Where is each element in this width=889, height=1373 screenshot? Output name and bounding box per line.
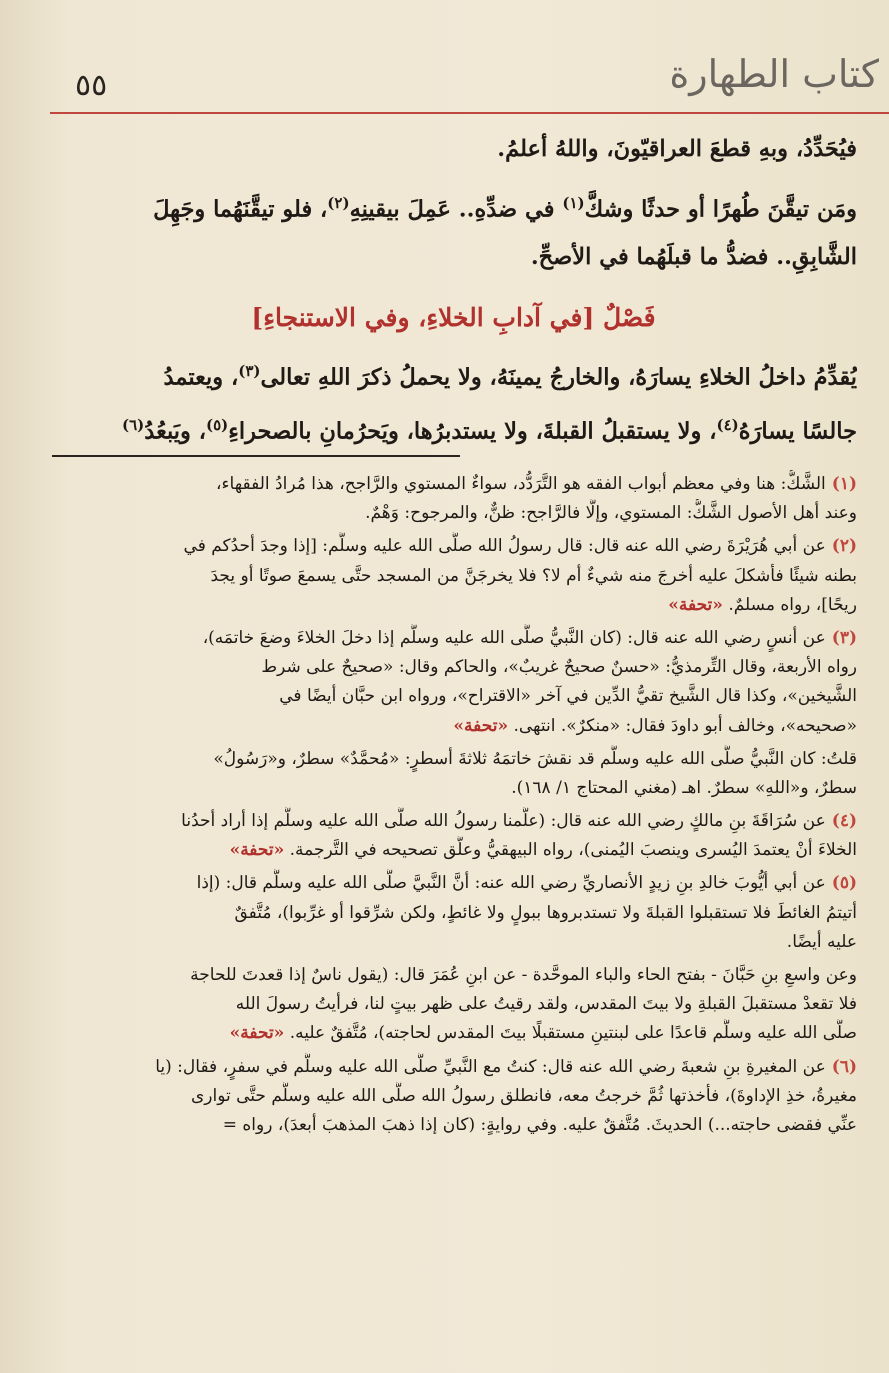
footnote-3-line-2: رواه الأربعة، وقال التِّرمذيُّ: «حسنٌ صحيحٌ غريبٌ»، والحاكم وقال: «صحيحٌ على شرط bbox=[261, 657, 857, 678]
page-header bbox=[40, 52, 879, 112]
footnote-6-line-1: (٦)عن المغيرةِ بنِ شعبةَ رضي الله عنه قال: كنتُ مع النَّبيِّ صلَّى الله عليه وسلَّم في سفرٍ، فقال: (يا bbox=[155, 1056, 857, 1077]
footnote-4-marker: (٤) bbox=[831, 811, 857, 832]
page-number: ٥٥ bbox=[75, 68, 108, 103]
footnote-5b-line-3: صلَّى الله عليه وسلَّم قاعدًا على لبنتينِ مستقبلًا بيتَ المقدس لحاجته)، مُتَّفقٌ عليه. «تحفة» bbox=[229, 1023, 857, 1044]
tuhfa-label: «تحفة» bbox=[229, 1023, 285, 1044]
footnote-6-line-3: عنِّي فقضى حاجته...) الحديثَ. مُتَّفقٌ عليه. وفي روايةٍ: (كان إذا ذهبَ المذهبَ أبعدَ)، رواه = bbox=[222, 1114, 857, 1135]
footnote-3b-line-2: سطرٌ، و«اللهِ» سطرٌ. اهـ (مغني المحتاج ١/ ١٦٨). bbox=[511, 777, 857, 798]
footnote-4-line-2: الخلاءَ أنْ يعتمدَ اليُسرى وينصبَ اليُمنى)، رواه البيهقيُّ وعلَّق تصحيحه في التَّرجمة. «تحفة» bbox=[229, 840, 857, 861]
footnote-ref-1[interactable]: (١) bbox=[562, 194, 585, 212]
footnotes bbox=[50, 470, 857, 1140]
footnote-5-marker: (٥) bbox=[831, 873, 857, 894]
footnote-2-marker: (٢) bbox=[831, 536, 857, 557]
footnote-ref-5[interactable]: (٥) bbox=[205, 416, 229, 434]
main-line-3: الشَّابِقِ.. فضدُّ ما قبلَهُما في الأصحِّ. bbox=[530, 244, 857, 270]
footnote-ref-3[interactable]: (٣) bbox=[238, 362, 261, 380]
footnote-4-line-1: (٤)عن سُرَاقَةَ بنِ مالكٍ رضي الله عنه قال: (علَّمنا رسولُ الله صلَّى الله عليه وسلَّم إذا أراد أحدُنا bbox=[181, 811, 857, 832]
footnote-2-line-3: ريحًا]، رواه مسلمٌ. «تحفة» bbox=[668, 594, 857, 615]
footnote-6-line-2: مغيرةُ، خذِ الإداوةَ)، فأخذتها ثُمَّ خرجتُ معه، فانطلق رسولُ الله صلَّى الله عليه وسلَّم حتَّى توارى bbox=[190, 1085, 857, 1106]
main-line-1: فيُحَدِّدُ، وبهِ قطعَ العراقيّونَ، واللهُ أعلمُ. bbox=[497, 136, 857, 162]
main-line-2: ومَن تيقَّنَ طُهرًا أو حدثًا وشكَّ$^{(١)}$ في ضدِّهِ.. عَمِلَ بيقينِهِ$^{(٢)}$، فلو تيقَّنَهُما وجَهِلَ bbox=[153, 194, 857, 223]
main-text bbox=[50, 122, 857, 452]
header-rule bbox=[50, 112, 889, 114]
footnote-3-line-4: «صحيحه»، وخالف أبو داودَ فقال: «منكرٌ». انتهى. «تحفة» bbox=[453, 715, 857, 736]
footnote-5-line-2: أتيتمُ الغائطَ فلا تستقبلوا القبلةَ ولا تستدبروها ببولٍ ولا غائطٍ، ولكن شرِّقوا أو غرِّبوا)، مُتَّفقٌ bbox=[234, 902, 857, 923]
footnote-rule bbox=[52, 455, 460, 457]
footnote-5-line-1: (٥)عن أبي أيُّوبَ خالدِ بنِ زيدٍ الأنصاريِّ رضي الله عنه: أنَّ النَّبيَّ صلَّى الله عليه وسلَّم قال: (إذا bbox=[196, 873, 857, 894]
footnote-5-line-3: عليه أيضًا. bbox=[786, 931, 857, 952]
running-head: كتاب الطهارة bbox=[669, 52, 879, 96]
footnote-2-line-1: (٢)عن أبي هُرَيْرَةَ رضي الله عنه قال: قال رسولُ الله صلَّى الله عليه وسلَّم: [إذا وجدَ أحدُكم في bbox=[183, 536, 857, 557]
footnote-2-line-2: بطنه شيئًا فأشكلَ عليه أخرجَ منه شيءٌ أم لا؟ فلا يخرجَنَّ من المسجد حتَّى يسمعَ صوتًا أو يجدَ bbox=[210, 565, 857, 586]
footnote-5b-line-1: وعن واسعِ بنِ حَبَّانَ - بفتح الحاء والباء الموحَّدة - عن ابنِ عُمَرَ قال: (يقول ناسٌ إذا قعدتَ للحاجة bbox=[190, 965, 857, 985]
footnote-1-line-2: وعند أهل الأصول الشَّكُّ: المستوي، وإلَّا فالرَّاجح: ظنٌّ، والمرجوح: وَهْمٌ. bbox=[365, 503, 857, 524]
tuhfa-label: «تحفة» bbox=[229, 840, 285, 861]
footnote-ref-6[interactable]: (٦) bbox=[122, 416, 145, 434]
main-line-4: يُقدِّمُ داخلُ الخلاءِ يسارَهُ، والخارجُ يمينَهُ، ولا يحملُ ذكرَ اللهِ تعالى$^{(٣)}$، ويعتمدُ bbox=[163, 362, 857, 391]
footnote-ref-2[interactable]: (٢) bbox=[327, 194, 350, 212]
footnote-3-line-3: الشَّيخين»، وكذا قال الشَّيخ تقيُّ الدِّين في آخر «الاقتراح»، ورواه ابن حبَّان أيضًا في bbox=[279, 686, 857, 707]
section-title: فَصْلٌ [في آدابِ الخلاءِ، وفي الاستنجاءِ] bbox=[251, 303, 656, 332]
footnote-3b-line-1: قلتُ: كان النَّبيُّ صلَّى الله عليه وسلَّم قد نقشَ خاتمَهُ ثلاثةَ أسطرٍ: «مُحمَّدٌ» سطرٌ، و«رَسُولُ» bbox=[213, 748, 857, 769]
tuhfa-label: «تحفة» bbox=[668, 594, 723, 615]
footnote-5b-line-2: فلا تقعدْ مستقبلَ القبلةِ ولا بيتَ المقدس، ولقد رقيتُ على ظهر بيتٍ لنا، فرأيتُ رسولَ الله bbox=[235, 994, 857, 1015]
footnote-6-marker: (٦) bbox=[831, 1056, 857, 1077]
footnote-ref-4[interactable]: (٤) bbox=[716, 416, 739, 434]
footnote-1-line-1: (١)الشَّكُّ: هنا وفي معظم أبواب الفقه هو التَّرَدُّد، سواءٌ المستوي والرَّاجح، هذا مُرادُ الفقهاء، bbox=[216, 474, 857, 494]
main-line-5: جالسًا يسارَهُ$^{(٤)}$، ولا يستقبلُ القبلةَ، ولا يستدبرُها، ويَحرُمانِ بالصحراءِ$^{(٥)}$، ويَبعُدُ$^{(٦)}$ bbox=[122, 416, 857, 445]
footnote-3-marker: (٣) bbox=[831, 627, 857, 648]
tuhfa-label: «تحفة» bbox=[453, 715, 509, 736]
footnote-3-line-1: (٣)عن أنسٍ رضي الله عنه قال: (كان النَّبيُّ صلَّى الله عليه وسلَّم إذا دخلَ الخلاءَ وضعَ خاتمَه)، bbox=[202, 627, 857, 648]
footnote-1-marker: (١) bbox=[831, 474, 857, 494]
